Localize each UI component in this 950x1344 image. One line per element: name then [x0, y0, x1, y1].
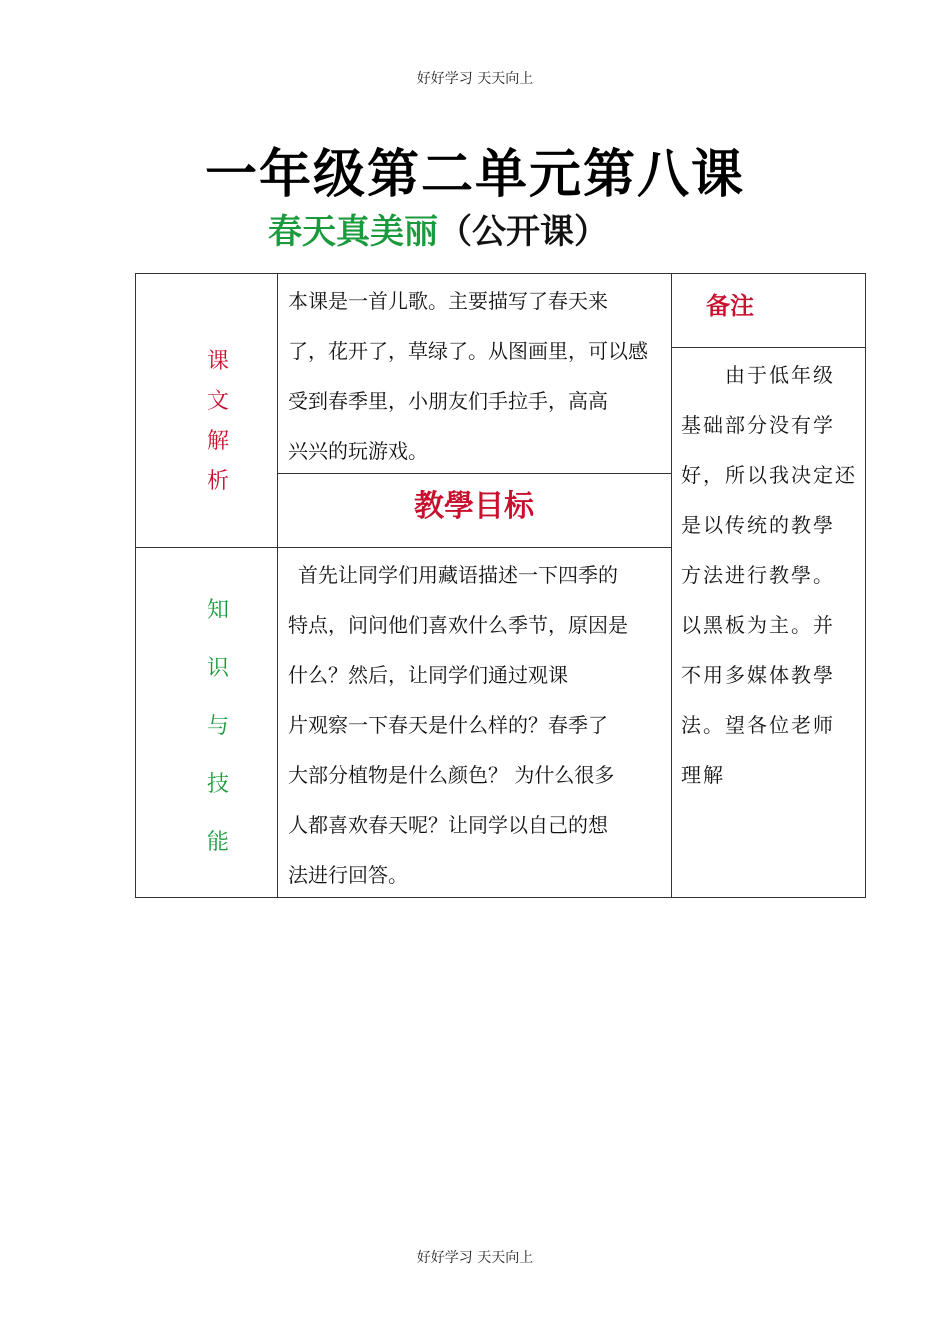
note-line: 以黑板为主。并 [681, 613, 835, 637]
notes-heading: 备注 [706, 292, 754, 320]
row-label-text-analysis [198, 342, 238, 502]
label-char: 知 [206, 598, 229, 623]
text-line: 兴兴的玩游戏。 [288, 439, 428, 463]
label-char: 与 [206, 714, 229, 739]
label-char: 课 [206, 349, 229, 374]
subtitle-lesson-name: 春天真美丽 [268, 212, 438, 252]
text-line: 特点，问问他们喜欢什么季节，原因是 [288, 613, 628, 637]
knowledge-skills-content [288, 550, 664, 900]
label-char: 识 [206, 656, 229, 681]
table-divider [671, 273, 672, 898]
text-line: 法进行回答。 [288, 863, 408, 887]
note-line: 由于低年级 [725, 363, 835, 387]
notes-content [681, 350, 857, 800]
teaching-goal-heading: 教學目标 [414, 489, 534, 524]
label-char: 能 [206, 830, 229, 855]
text-line: 本课是一首儿歌。主要描写了春天来 [288, 289, 608, 313]
note-line: 是以传统的教學 [681, 513, 835, 537]
text-line: 大部分植物是什么颜色？ 为什么很多 [288, 763, 615, 787]
table-divider [671, 347, 866, 348]
row-label-knowledge-skills [198, 582, 238, 872]
page-title: 一年级第二单元第八课 [204, 145, 745, 205]
text-line: 受到春季里，小朋友们手拉手，高高 [288, 389, 608, 413]
table-divider [277, 273, 278, 898]
label-char: 解 [206, 429, 229, 454]
text-line: 什么？然后，让同学们通过观课 [288, 663, 568, 687]
page-header: 好好学习 天天向上 [416, 71, 534, 87]
text-line: 首先让同学们用藏语描述一下四季的 [298, 563, 618, 587]
note-line: 不用多媒体教學 [681, 663, 835, 687]
note-line: 方法进行教學。 [681, 563, 835, 587]
note-line: 好，所以我决定还 [681, 463, 857, 487]
table-divider [277, 547, 671, 548]
subtitle-note: （公开课） [438, 212, 608, 252]
text-line: 人都喜欢春天呢？让同学以自己的想 [288, 813, 608, 837]
table-divider [135, 547, 277, 548]
note-line: 基础部分没有学 [681, 413, 835, 437]
text-analysis-content [288, 276, 664, 476]
text-line: 了，花开了，草绿了。从图画里，可以感 [288, 339, 648, 363]
label-char: 技 [206, 772, 229, 797]
note-line: 理解 [681, 763, 725, 787]
label-char: 文 [206, 389, 229, 414]
note-line: 法。望各位老师 [681, 713, 835, 737]
label-char: 析 [206, 469, 229, 494]
text-line: 片观察一下春天是什么样的？春季了 [288, 713, 608, 737]
page-subtitle [268, 204, 608, 253]
page-footer: 好好学习 天天向上 [416, 1250, 534, 1266]
